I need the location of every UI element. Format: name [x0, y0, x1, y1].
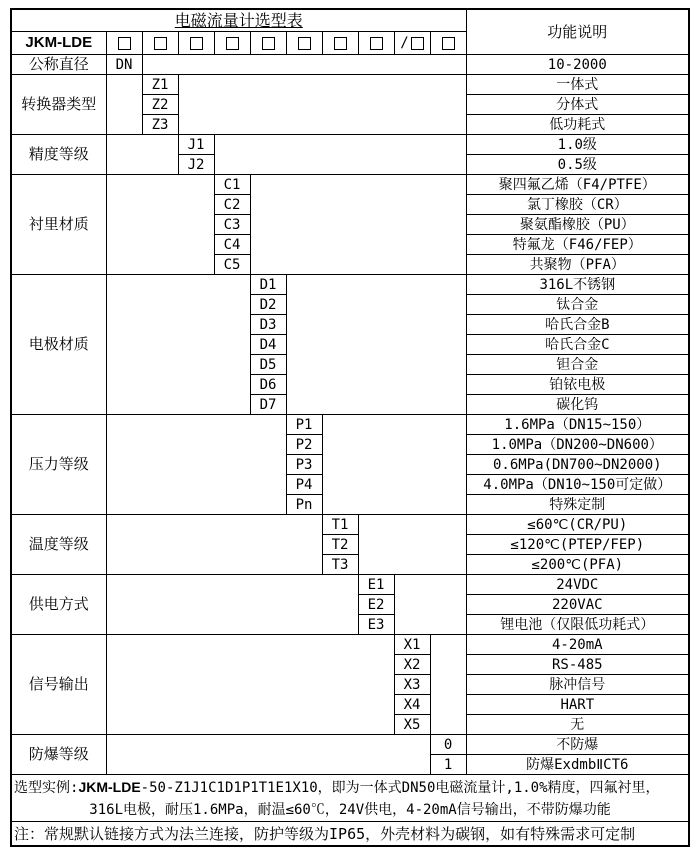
empty-cell [106, 575, 358, 635]
desc-cell: 1.0级 [466, 135, 689, 155]
code-cell: P1 [286, 415, 322, 435]
desc-cell: 一体式 [466, 75, 689, 95]
code-cell: J2 [178, 155, 214, 175]
code-cell: Z2 [142, 95, 178, 115]
code-cell: X2 [394, 655, 430, 675]
empty-cell [322, 415, 466, 515]
checkbox-icon [262, 37, 275, 50]
empty-cell [142, 55, 466, 75]
example-row [11, 775, 689, 822]
example-rest: -50-Z1J1C1D1P1T1E1X10，即为一体式DN50电磁流量计,1.0%精度，四氟衬里， [140, 779, 660, 796]
code-cell: C5 [214, 255, 250, 275]
desc-cell: 分体式 [466, 95, 689, 115]
empty-cell [106, 515, 322, 575]
desc-cell: 锂电池（仅限低功耗式） [466, 615, 689, 635]
desc-cell: 钽合金 [466, 355, 689, 375]
code-cell: 0 [430, 735, 466, 755]
code-cell: E1 [358, 575, 394, 595]
code-cell: J1 [178, 135, 214, 155]
code-cell: C3 [214, 215, 250, 235]
category-label: 转换器类型 [11, 75, 106, 135]
desc-cell: 低功耗式 [466, 115, 689, 135]
desc-cell: 防爆ExdmbⅡCT6 [466, 755, 689, 775]
empty-cell [106, 175, 214, 275]
desc-cell: 脉冲信号 [466, 675, 689, 695]
desc-cell: ≤60℃(CR/PU) [466, 515, 689, 535]
category-label: 温度等级 [11, 515, 106, 575]
checkbox-icon [154, 37, 167, 50]
desc-cell: 钛合金 [466, 295, 689, 315]
code-cell: D6 [250, 375, 286, 395]
code-cell: D4 [250, 335, 286, 355]
code-cell: P3 [286, 455, 322, 475]
checkbox-cell [214, 32, 250, 55]
desc-cell: 共聚物（PFA） [466, 255, 689, 275]
code-cell: P4 [286, 475, 322, 495]
category-label: 衬里材质 [11, 175, 106, 275]
desc-cell: ≤200℃(PFA) [466, 555, 689, 575]
checkbox-cell [142, 32, 178, 55]
desc-cell: RS-485 [466, 655, 689, 675]
spec-row [11, 635, 689, 655]
code-cell: DN [106, 55, 142, 75]
desc-cell: 聚四氟乙烯（F4/PTFE） [466, 175, 689, 195]
code-cell: X1 [394, 635, 430, 655]
slash-mark: / [400, 35, 409, 51]
desc-cell: 不防爆 [466, 735, 689, 755]
spec-row [11, 175, 689, 195]
code-cell: D7 [250, 395, 286, 415]
spec-row [11, 55, 689, 75]
desc-cell: 4.0MPa（DN10~150可定做） [466, 475, 689, 495]
checkbox-icon [442, 37, 455, 50]
checkbox-icon [411, 37, 424, 50]
code-cell: T3 [322, 555, 358, 575]
title-row [11, 9, 689, 32]
code-cell: 1 [430, 755, 466, 775]
example-line1 [12, 776, 688, 799]
desc-cell: 4-20mA [466, 635, 689, 655]
checkbox-icon [334, 37, 347, 50]
category-label: 公称直径 [11, 55, 106, 75]
empty-cell [430, 635, 466, 735]
code-cell: X4 [394, 695, 430, 715]
desc-cell: 氯丁橡胶（CR） [466, 195, 689, 215]
example-line2: 316L电极，耐压1.6MPa，耐温≤60℃，24V供电，4-20mA信号输出，不带防爆功能 [89, 801, 611, 818]
desc-cell: 10-2000 [466, 55, 689, 75]
code-cell: T2 [322, 535, 358, 555]
checkbox-cell [178, 32, 214, 55]
checkbox-cell [358, 32, 394, 55]
code-cell: D2 [250, 295, 286, 315]
code-cell: C2 [214, 195, 250, 215]
spec-row [11, 75, 689, 95]
code-cell: Pn [286, 495, 322, 515]
code-cell: D5 [250, 355, 286, 375]
spec-row [11, 515, 689, 535]
checkbox-cell [322, 32, 358, 55]
checkbox-cell [430, 32, 466, 55]
empty-cell [394, 575, 466, 635]
desc-cell: 哈氏合金B [466, 315, 689, 335]
category-label: 防爆等级 [11, 735, 106, 775]
empty-cell [106, 635, 394, 735]
note-cell: 注：常规默认链接方式为法兰连接，防护等级为IP65，外壳材料为碳钢，如有特殊需求可定制 [11, 822, 689, 847]
desc-cell: 316L不锈钢 [466, 275, 689, 295]
desc-cell: 无 [466, 715, 689, 735]
empty-cell [106, 415, 286, 515]
empty-cell [214, 135, 466, 175]
empty-cell [286, 275, 466, 415]
desc-cell: 哈氏合金C [466, 335, 689, 355]
note-row [11, 822, 689, 847]
checkbox-icon [298, 37, 311, 50]
code-cell: X3 [394, 675, 430, 695]
example-model: JKM-LDE [78, 778, 141, 795]
desc-cell: 220VAC [466, 595, 689, 615]
desc-cell: 1.6MPa（DN15~150） [466, 415, 689, 435]
desc-cell: 特殊定制 [466, 495, 689, 515]
desc-cell: 聚氨酯橡胶（PU） [466, 215, 689, 235]
desc-header: 功能说明 [466, 9, 689, 55]
selection-table [10, 8, 690, 847]
example-prefix: 选型实例: [14, 779, 79, 796]
desc-cell: HART [466, 695, 689, 715]
checkbox-icon [190, 37, 203, 50]
table-title: 电磁流量计选型表 [11, 9, 466, 32]
code-cell: E3 [358, 615, 394, 635]
empty-cell [106, 735, 430, 775]
empty-cell [178, 75, 466, 135]
spec-row [11, 275, 689, 295]
spec-row [11, 135, 689, 155]
code-cell: C4 [214, 235, 250, 255]
category-label: 电极材质 [11, 275, 106, 415]
desc-cell: ≤120℃(PTEP/FEP) [466, 535, 689, 555]
empty-cell [106, 75, 142, 135]
code-cell: C1 [214, 175, 250, 195]
code-cell: T1 [322, 515, 358, 535]
checkbox-cell [394, 32, 430, 55]
empty-cell [250, 175, 466, 275]
category-label: 压力等级 [11, 415, 106, 515]
checkbox-icon [226, 37, 239, 50]
spec-row [11, 735, 689, 755]
checkbox-cell [250, 32, 286, 55]
checkbox-cell [106, 32, 142, 55]
checkbox-cell [286, 32, 322, 55]
desc-cell: 1.0MPa（DN200~DN600） [466, 435, 689, 455]
empty-cell [106, 275, 250, 415]
spec-row [11, 575, 689, 595]
code-cell: X5 [394, 715, 430, 735]
desc-cell: 铂铱电极 [466, 375, 689, 395]
code-cell: D3 [250, 315, 286, 335]
desc-cell: 0.6MPa(DN700~DN2000) [466, 455, 689, 475]
desc-cell: 0.5级 [466, 155, 689, 175]
checkbox-icon [118, 37, 131, 50]
code-cell: D1 [250, 275, 286, 295]
category-label: 信号输出 [11, 635, 106, 735]
spec-row [11, 415, 689, 435]
desc-cell: 碳化钨 [466, 395, 689, 415]
checkbox-icon [370, 37, 383, 50]
code-cell: Z1 [142, 75, 178, 95]
model-label: JKM-LDE [11, 32, 106, 55]
empty-cell [358, 515, 466, 575]
code-cell: E2 [358, 595, 394, 615]
category-label: 精度等级 [11, 135, 106, 175]
category-label: 供电方式 [11, 575, 106, 635]
desc-cell: 24VDC [466, 575, 689, 595]
example-cell [11, 775, 689, 822]
desc-cell: 特氟龙（F46/FEP） [466, 235, 689, 255]
empty-cell [106, 135, 178, 175]
code-cell: Z3 [142, 115, 178, 135]
code-cell: P2 [286, 435, 322, 455]
